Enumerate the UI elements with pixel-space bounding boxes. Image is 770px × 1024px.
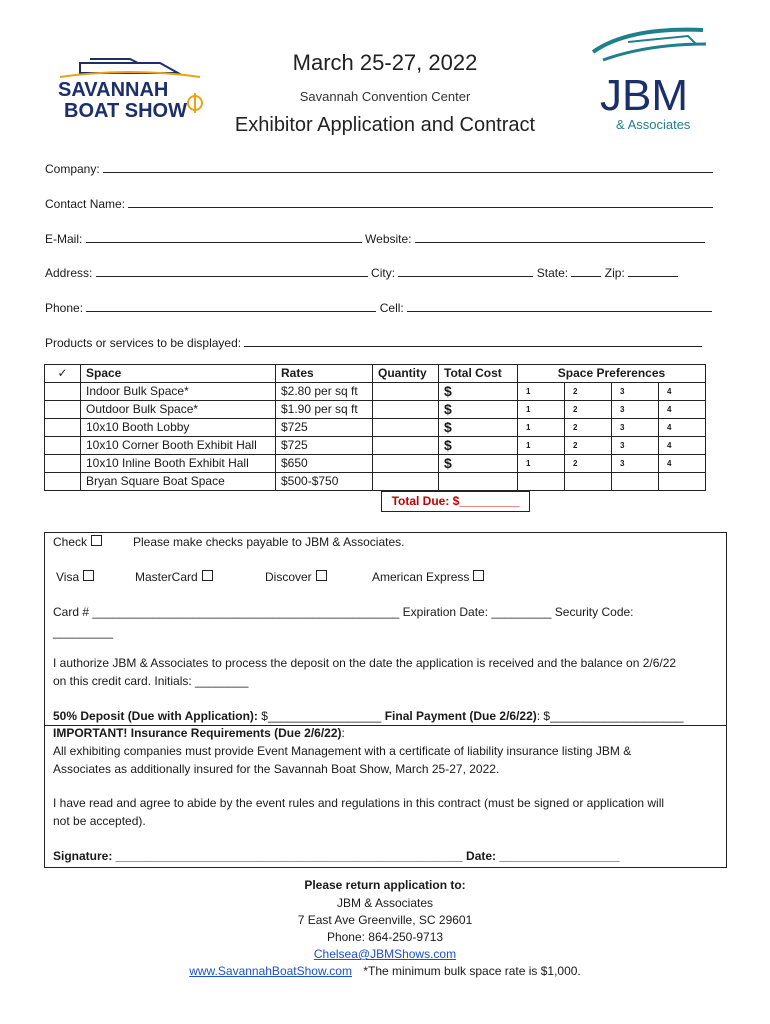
preference-cell[interactable]: 2 bbox=[565, 401, 612, 419]
table-row bbox=[45, 383, 706, 401]
address-row bbox=[45, 265, 678, 280]
insurance-heading-text: IMPORTANT! Insurance Requirements (Due 2/6/22) bbox=[53, 726, 342, 740]
preference-cell[interactable]: 2 bbox=[565, 455, 612, 473]
visa-option[interactable] bbox=[56, 570, 94, 584]
discover-checkbox[interactable] bbox=[316, 570, 327, 581]
preference-cell[interactable] bbox=[565, 473, 612, 491]
space-name: Bryan Square Boat Space bbox=[81, 473, 276, 491]
quantity-header: Quantity bbox=[373, 365, 439, 383]
svg-text:& Associates: & Associates bbox=[616, 117, 691, 132]
quantity-cell[interactable] bbox=[373, 383, 439, 401]
table-row bbox=[45, 401, 706, 419]
space-rate: $500-$750 bbox=[276, 473, 373, 491]
website-field[interactable] bbox=[415, 231, 705, 243]
products-field[interactable] bbox=[244, 335, 702, 347]
preference-cell[interactable]: 3 bbox=[612, 437, 659, 455]
preference-cell[interactable]: 3 bbox=[612, 401, 659, 419]
preference-cell[interactable]: 1 bbox=[518, 419, 565, 437]
preference-cell[interactable]: 2 bbox=[565, 419, 612, 437]
event-date: March 25-27, 2022 bbox=[292, 50, 478, 75]
preference-cell[interactable]: 3 bbox=[612, 383, 659, 401]
table-row bbox=[45, 437, 706, 455]
event-venue: Savannah Convention Center bbox=[299, 89, 471, 104]
authorize-text-2[interactable]: on this credit card. Initials: ________ bbox=[53, 674, 249, 688]
preference-cell[interactable] bbox=[659, 473, 706, 491]
total-cost-cell[interactable]: $ bbox=[439, 401, 518, 419]
preference-cell[interactable]: 2 bbox=[565, 437, 612, 455]
select-cell[interactable] bbox=[45, 437, 81, 455]
space-pricing-table bbox=[44, 364, 706, 491]
space-header: Space bbox=[81, 365, 276, 383]
contact-name-label: Contact Name: bbox=[45, 197, 126, 211]
zip-field[interactable] bbox=[628, 265, 678, 277]
mastercard-option[interactable] bbox=[135, 570, 213, 584]
quantity-cell[interactable] bbox=[373, 437, 439, 455]
city-field[interactable] bbox=[398, 265, 533, 277]
footer-email-link[interactable]: Chelsea@JBMShows.com bbox=[313, 947, 457, 961]
check-checkbox[interactable] bbox=[91, 535, 102, 546]
check-option[interactable] bbox=[53, 535, 102, 549]
check-label: Check bbox=[53, 535, 88, 549]
space-rate: $725 bbox=[276, 437, 373, 455]
mastercard-label: MasterCard bbox=[135, 570, 198, 584]
preference-cell[interactable]: 3 bbox=[612, 455, 659, 473]
quantity-cell[interactable] bbox=[373, 473, 439, 491]
space-rate: $650 bbox=[276, 455, 373, 473]
preference-cell[interactable]: 1 bbox=[518, 401, 565, 419]
website-label: Website: bbox=[365, 232, 412, 246]
cell-field[interactable] bbox=[407, 300, 712, 312]
footer-address: 7 East Ave Greenville, SC 29601 bbox=[297, 913, 473, 927]
security-code-blank[interactable]: _________ bbox=[53, 625, 114, 639]
space-name: Indoor Bulk Space* bbox=[81, 383, 276, 401]
state-field[interactable] bbox=[571, 265, 601, 277]
space-name: Outdoor Bulk Space* bbox=[81, 401, 276, 419]
insurance-heading bbox=[53, 726, 345, 740]
email-field[interactable] bbox=[86, 231, 362, 243]
city-label: City: bbox=[371, 266, 396, 280]
discover-label: Discover bbox=[265, 570, 312, 584]
preference-cell[interactable]: 4 bbox=[659, 383, 706, 401]
final-payment-label: Final Payment (Due 2/6/22) bbox=[384, 709, 537, 723]
discover-option[interactable] bbox=[265, 570, 327, 584]
total-cost-cell[interactable] bbox=[439, 473, 518, 491]
zip-label: Zip: bbox=[604, 266, 625, 280]
footer-email-row bbox=[0, 947, 770, 961]
products-row bbox=[45, 335, 702, 350]
payment-section bbox=[44, 532, 727, 868]
insurance-heading-colon: : bbox=[341, 726, 345, 740]
space-name: 10x10 Inline Booth Exhibit Hall bbox=[81, 455, 276, 473]
signature-line[interactable]: Signature: ____________________________________________________ Date: __________________ bbox=[53, 849, 620, 863]
insurance-text-2: Associates as additionally insured for the Savannah Boat Show, March 25-27, 2022. bbox=[53, 762, 500, 776]
authorize-text-1: I authorize JBM & Associates to process the deposit on the date the application is received and the balance on 2/6/22 bbox=[53, 656, 677, 670]
select-cell[interactable] bbox=[45, 419, 81, 437]
final-payment-field[interactable]: : $____________________ bbox=[536, 709, 684, 723]
phone-field[interactable] bbox=[86, 300, 376, 312]
space-rate: $1.90 per sq ft bbox=[276, 401, 373, 419]
select-cell[interactable] bbox=[45, 401, 81, 419]
checks-payable-note: Please make checks payable to JBM & Associates. bbox=[133, 535, 405, 549]
quantity-cell[interactable] bbox=[373, 455, 439, 473]
state-label: State: bbox=[536, 266, 569, 280]
preference-cell[interactable]: 2 bbox=[565, 383, 612, 401]
footer-company: JBM & Associates bbox=[336, 896, 434, 910]
email-label: E-Mail: bbox=[45, 232, 83, 246]
preference-cell[interactable]: 4 bbox=[659, 455, 706, 473]
table-row bbox=[45, 455, 706, 473]
visa-checkbox[interactable] bbox=[83, 570, 94, 581]
return-to-label: Please return application to: bbox=[304, 878, 466, 892]
preference-cell[interactable]: 1 bbox=[518, 383, 565, 401]
total-cost-header: Total Cost bbox=[439, 365, 518, 383]
jbm-associates-logo bbox=[588, 22, 713, 134]
preference-cell[interactable]: 1 bbox=[518, 455, 565, 473]
table-row bbox=[45, 473, 706, 491]
select-cell[interactable] bbox=[45, 455, 81, 473]
footer-phone: Phone: 864-250-9713 bbox=[326, 930, 444, 944]
total-due[interactable]: Total Due: $_________ bbox=[381, 491, 530, 512]
cell-label: Cell: bbox=[379, 301, 404, 315]
space-name: 10x10 Booth Lobby bbox=[81, 419, 276, 437]
svg-text:SAVANNAH: SAVANNAH bbox=[58, 79, 169, 101]
preference-cell[interactable]: 4 bbox=[659, 401, 706, 419]
mastercard-checkbox[interactable] bbox=[202, 570, 213, 581]
footer-website-link[interactable]: www.SavannahBoatShow.com bbox=[189, 964, 352, 978]
address-label: Address: bbox=[45, 266, 93, 280]
minimum-rate-note: *The minimum bulk space rate is $1,000. bbox=[363, 964, 581, 978]
amex-checkbox[interactable] bbox=[473, 570, 484, 581]
company-row bbox=[45, 161, 713, 176]
preference-cell[interactable] bbox=[518, 473, 565, 491]
svg-text:BOAT SHOW: BOAT SHOW bbox=[64, 100, 187, 122]
select-cell[interactable] bbox=[45, 383, 81, 401]
preference-cell[interactable]: 4 bbox=[659, 419, 706, 437]
payment-schedule-line bbox=[53, 709, 684, 723]
phone-row bbox=[45, 300, 712, 315]
total-cost-cell[interactable]: $ bbox=[439, 455, 518, 473]
savannah-boat-show-logo bbox=[50, 55, 210, 125]
quantity-cell[interactable] bbox=[373, 401, 439, 419]
page-title: Exhibitor Application and Contract bbox=[234, 114, 536, 136]
phone-label: Phone: bbox=[45, 301, 84, 315]
email-row bbox=[45, 231, 705, 246]
footer-website-row bbox=[0, 964, 770, 978]
company-field[interactable] bbox=[103, 161, 713, 173]
products-label: Products or services to be displayed: bbox=[45, 336, 242, 350]
amex-option[interactable] bbox=[372, 570, 484, 584]
space-rate: $725 bbox=[276, 419, 373, 437]
space-preferences-header: Space Preferences bbox=[518, 365, 706, 383]
rates-header: Rates bbox=[276, 365, 373, 383]
agree-text-1: I have read and agree to abide by the event rules and regulations in this contract (must be signed or application will bbox=[53, 796, 665, 810]
insurance-text-1: All exhibiting companies must provide Event Management with a certificate of liability insurance listing JBM & bbox=[53, 744, 632, 758]
agree-text-2: not be accepted). bbox=[53, 814, 146, 828]
preference-cell[interactable]: 1 bbox=[518, 437, 565, 455]
deposit-field[interactable]: $_________________ bbox=[257, 709, 385, 723]
company-label: Company: bbox=[45, 162, 100, 176]
deposit-label: 50% Deposit (Due with Application): bbox=[53, 709, 258, 723]
total-cost-cell[interactable]: $ bbox=[439, 419, 518, 437]
preference-cell[interactable] bbox=[612, 473, 659, 491]
preference-cell[interactable]: 4 bbox=[659, 437, 706, 455]
space-rate: $2.80 per sq ft bbox=[276, 383, 373, 401]
amex-label: American Express bbox=[372, 570, 470, 584]
total-cost-cell[interactable]: $ bbox=[439, 383, 518, 401]
quantity-cell[interactable] bbox=[373, 419, 439, 437]
contact-name-field[interactable] bbox=[128, 196, 713, 208]
svg-text:JBM: JBM bbox=[600, 71, 688, 120]
space-name: 10x10 Corner Booth Exhibit Hall bbox=[81, 437, 276, 455]
table-header-row bbox=[45, 365, 706, 383]
total-cost-cell[interactable]: $ bbox=[439, 437, 518, 455]
card-number-line[interactable]: Card # ______________________________________________ Expiration Date: _________ Security Code: bbox=[53, 605, 634, 619]
preference-cell[interactable]: 3 bbox=[612, 419, 659, 437]
contact-name-row bbox=[45, 196, 713, 211]
table-row bbox=[45, 419, 706, 437]
address-field[interactable] bbox=[96, 265, 368, 277]
select-cell[interactable] bbox=[45, 473, 81, 491]
visa-label: Visa bbox=[56, 570, 80, 584]
check-mark-icon: ✓ bbox=[45, 365, 81, 383]
